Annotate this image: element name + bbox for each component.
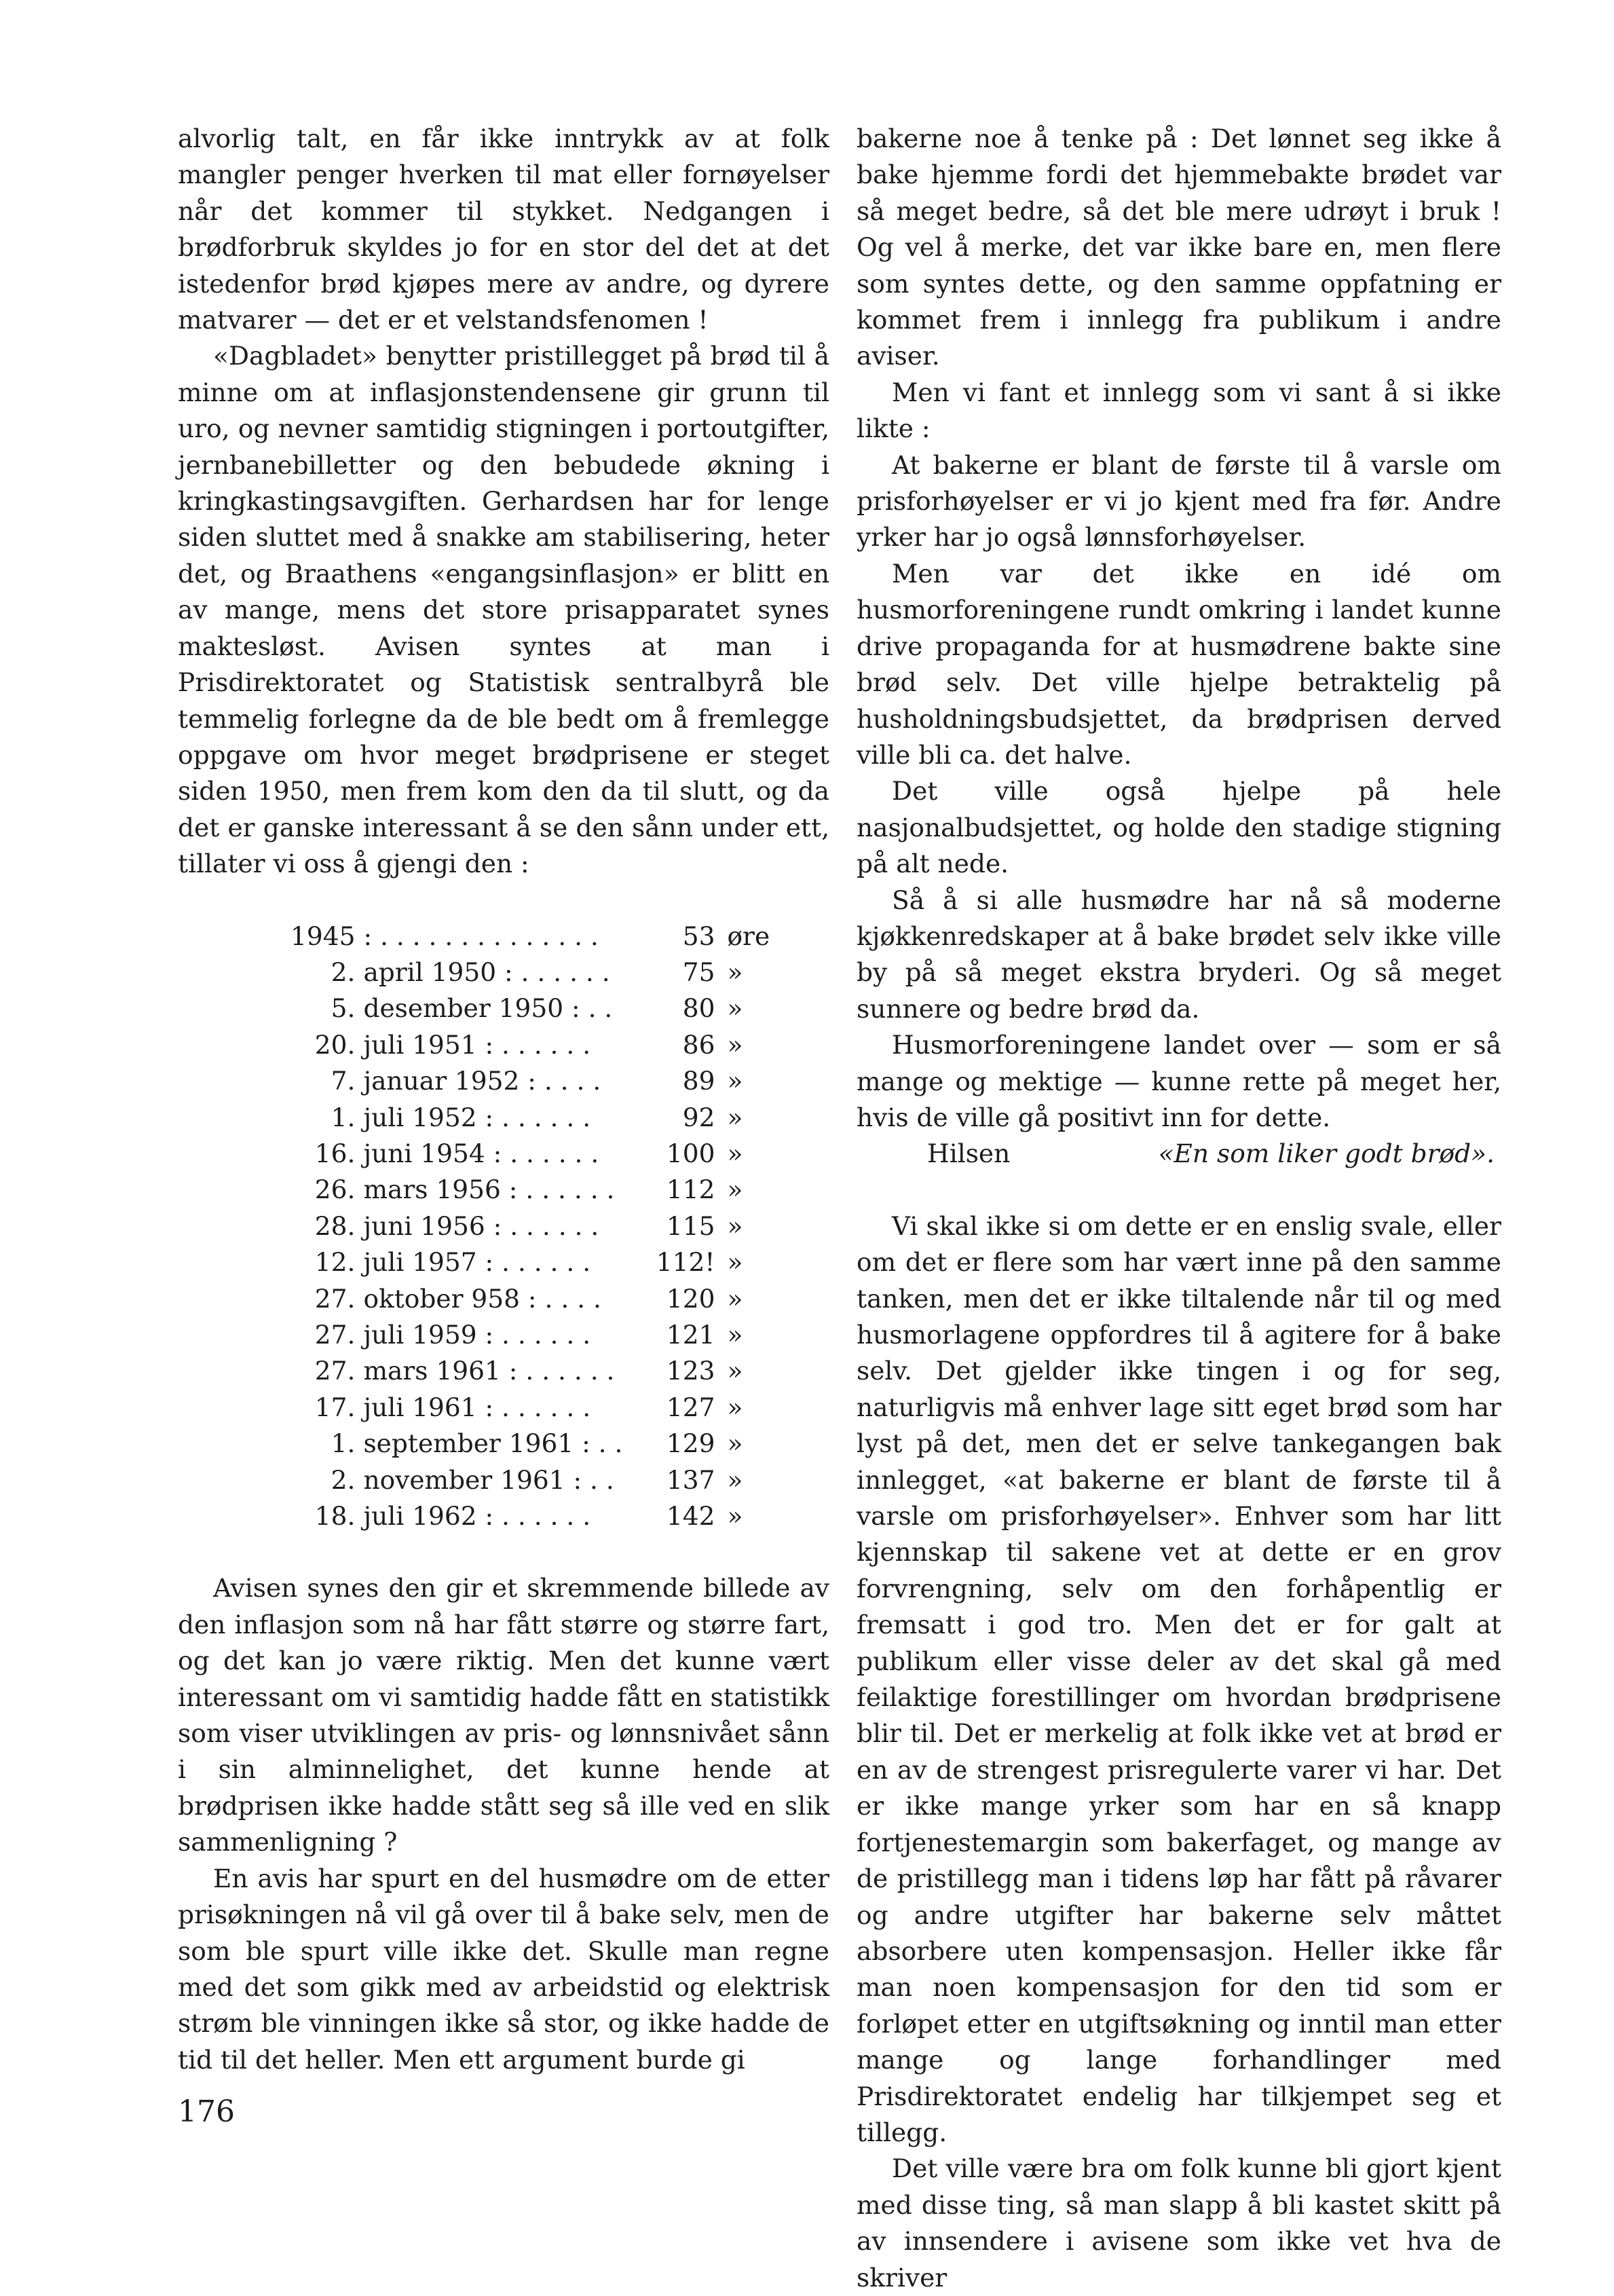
price-table-row	[290, 1353, 770, 1389]
price-table-unit-cell: »	[727, 1138, 743, 1168]
page-number: 176	[178, 2094, 235, 2129]
paragraph: alvorlig talt, en får ikke inntrykk av at folk mangler penger hverken til mat eller fornøyelser når det kommer til stykket. Nedgangen i brødforbruk skyldes jo for en stor del det at det istedenfor brød kjøpes mere av andre, og dyrere matvarer — det er et velstandsfenomen !	[178, 124, 829, 335]
price-table-unit-cell: »	[727, 1102, 743, 1132]
price-table-price-cell: 112	[666, 1174, 715, 1205]
price-table-row	[290, 1244, 770, 1280]
price-table-num-cell: 16.	[314, 1138, 356, 1168]
price-table-price-cell: 86	[682, 1029, 715, 1060]
price-table-row	[290, 1390, 770, 1426]
price-table-date-cell: : . . . . . . . . . . . . . .	[363, 921, 599, 951]
price-table-row	[290, 919, 770, 955]
price-table-num-cell: 20.	[314, 1029, 356, 1060]
price-table-date-cell: april 1950 : . . . . . .	[363, 957, 610, 987]
price-table-num-cell: 1.	[331, 1102, 356, 1132]
price-table-row	[290, 1100, 770, 1136]
price-table-price-cell: 137	[666, 1464, 715, 1495]
price-table-date-cell: juni 1956 : . . . . . .	[363, 1210, 599, 1241]
greeting: Hilsen	[927, 1138, 1011, 1169]
price-table-date-cell: juni 1954 : . . . . . .	[363, 1138, 599, 1168]
price-table-row	[290, 1426, 770, 1462]
price-table-date-cell: desember 1950 : . .	[363, 993, 613, 1024]
price-table-row	[290, 1027, 770, 1063]
right-column	[857, 121, 1501, 2296]
price-table-date-cell: juli 1961 : . . . . . .	[363, 1392, 591, 1422]
quoted-letter-paragraph: Husmorforeningene landet over — som er så mange og mektige — kunne rette på meget her, hvis de ville gå positivt inn for dette.	[857, 1030, 1501, 1132]
price-table-unit-cell: øre	[727, 921, 770, 951]
price-table-unit-cell: »	[727, 1356, 743, 1386]
price-table-unit-cell: »	[727, 1320, 743, 1350]
price-table-unit-cell: »	[727, 1210, 743, 1241]
price-table-row	[290, 1063, 770, 1099]
price-table-price-cell: 89	[682, 1066, 715, 1096]
price-table-num-cell: 17.	[314, 1392, 356, 1422]
price-table-price-cell: 100	[666, 1138, 715, 1168]
paragraph: En avis har spurt en del husmødre om de etter prisøkningen nå vil gå over til å bake selv, men de som ble spurt ville ikke det. Skulle man regne med det som gikk med av arbeidstid og elektrisk strøm ble vinningen ikke så stor, og ikke hadde de tid til det heller. Men ett argument burde gi	[178, 1863, 829, 2075]
price-table-price-cell: 92	[682, 1102, 715, 1132]
price-table-num-cell: 27.	[314, 1283, 356, 1314]
price-table-num-cell: 27.	[314, 1356, 356, 1386]
quoted-letter-paragraph: Men var det ikke en idé om husmorforeningene rundt omkring i landet kunne drive propaganda for at husmødrene bakte sine brød selv. Det ville hjelpe betraktelig på husholdningsbudsjettet, da brødprisen derved ville bli ca. det halve.	[857, 558, 1501, 770]
price-table-date-cell: juli 1962 : . . . . . .	[363, 1501, 591, 1532]
signature: «En som liker godt brød».	[1158, 1138, 1495, 1169]
price-table-num-cell: 12.	[314, 1247, 356, 1278]
price-table-date-cell: juli 1951 : . . . . . .	[363, 1029, 591, 1060]
price-table-row	[290, 1498, 770, 1534]
bread-price-table	[290, 919, 770, 1535]
price-table-price-cell: 121	[666, 1320, 715, 1350]
price-table-price-cell: 127	[666, 1392, 715, 1422]
price-table-unit-cell: »	[727, 1428, 743, 1459]
price-table-date-cell: juli 1952 : . . . . . .	[363, 1102, 591, 1132]
price-table-row	[290, 1281, 770, 1317]
price-table-price-cell: 142	[666, 1501, 715, 1532]
price-table-price-cell: 112!	[656, 1247, 715, 1278]
price-table-num-cell: 5.	[331, 993, 356, 1024]
price-table-num-cell: 2.	[331, 957, 356, 987]
quoted-letter-paragraph: Så å si alle husmødre har nå så moderne kjøkkenredskaper at å bake brødet selv ikke ville by på så meget ekstra bryderi. Og så meget sunnere og bedre brød da.	[857, 885, 1501, 1024]
price-table-date-cell: november 1961 : . .	[363, 1464, 614, 1495]
price-table-date-cell: juli 1959 : . . . . . .	[363, 1320, 591, 1350]
price-table-unit-cell: »	[727, 1464, 743, 1495]
price-table-num-cell: 7.	[331, 1066, 356, 1096]
price-table-price-cell: 75	[682, 957, 715, 987]
price-table-date-cell: mars 1956 : . . . . . .	[363, 1174, 615, 1205]
price-table-num-cell: 1.	[331, 1428, 356, 1459]
price-table-unit-cell: »	[727, 1283, 743, 1314]
price-table-unit-cell: »	[727, 1392, 743, 1422]
price-table-row	[290, 1317, 770, 1353]
price-table-unit-cell: »	[727, 1501, 743, 1532]
price-table-unit-cell: »	[727, 1174, 743, 1205]
paragraph: bakerne noe å tenke på : Det lønnet seg ikke å bake hjemme fordi det hjemmebakte brødet var så meget bedre, så det ble mere udrøyt i bruk ! Og vel å merke, det var ikke bare en, men flere som syntes dette, og den samme oppfatning er kommet frem i innlegg fra publikum i andre aviser.	[857, 124, 1501, 371]
price-table-row	[290, 1462, 770, 1498]
paragraph: Vi skal ikke si om dette er en enslig svale, eller om det er flere som har vært inne på den samme tanken, men det er ikke tiltalende når til og med husmorlagene oppfordres til å agitere for å bake selv. Det gjelder ikke tingen i og for seg, naturligvis må enhver lage sitt eget brød som har lyst på det, men det er selve tankegangen bak innlegget, «at bakerne er blant de første til å varsle om prisforhøyelser». Enhver som har litt kjennskap til sakene vet at dette er en grov forvrengning, selv om den forhåpentlig er fremsatt i god tro. Men det er for galt at publikum eller visse deler av det skal gå med feilaktige forestillinger om hvordan brødprisene blir til. Det er merkelig at folk ikke vet at brød er en av de strengest prisregulerte varer vi har. Det er ikke mange yrker som har en så knapp fortjenestemargin som bakerfaget, og mange av de pristillegg man i tidens løp har fått på råvarer og andre utgifter har bakerne selv måttet absorbere uten kompensasjon. Heller ikke får man noen kompensasjon for den tid som er forløpet etter en utgiftsøkning og inntil man etter mange og lange forhandlinger med Prisdirektoratet endelig har tilkjempet seg et tillegg.	[857, 1210, 1501, 2147]
quoted-letter-paragraph: At bakerne er blant de første til å varsle om prisforhøyelser er vi jo kjent med fra før. Andre yrker har jo også lønnsforhøyelser.	[857, 449, 1501, 553]
price-table-price-cell: 115	[666, 1210, 715, 1241]
price-table-price-cell: 129	[666, 1428, 715, 1459]
price-table-row	[290, 1172, 770, 1208]
price-table-num-cell: 27.	[314, 1320, 356, 1350]
price-table-row	[290, 955, 770, 990]
price-table-num-cell: 18.	[314, 1501, 356, 1532]
price-table-num-cell: 1945	[290, 921, 356, 951]
price-table-price-cell: 53	[682, 921, 715, 951]
paragraph: «Dagbladet» benytter pristillegget på brød til å minne om at inflasjonstendensene gir grunn til uro, og nevner samtidig stigningen i portoutgifter, jernbanebilletter og den bebudede økning i kringkastingsavgiften. Gerhardsen har for lenge siden sluttet med å snakke am stabilisering, heter det, og Braathens «engangsinflasjon» er blitt en av mange, mens det store prisapparatet synes maktesløst. Avisen syntes at man i Prisdirektoratet og Statistisk sentralbyrå ble temmelig forlegne da de ble bedt om å fremlegge oppgave om hvor meget brødprisene er steget siden 1950, men frem kom den da til slutt, og da det er ganske interessant å se den sånn under ett, tillater vi oss å gjengi den :	[178, 341, 829, 879]
price-table-num-cell: 26.	[314, 1174, 356, 1205]
price-table-unit-cell: »	[727, 957, 743, 987]
price-table-price-cell: 120	[666, 1283, 715, 1314]
paragraph: Men vi fant et innlegg som vi sant å si ikke likte :	[857, 377, 1501, 444]
price-table-unit-cell: »	[727, 1066, 743, 1096]
quoted-letter-paragraph: Det ville også hjelpe på hele nasjonalbudsjettet, og holde den stadige stigning på alt nede.	[857, 776, 1501, 879]
paragraph: Avisen synes den gir et skremmende billede av den inflasjon som nå har fått større og større fart, og det kan jo være riktig. Men det kunne vært interessant om vi samtidig hadde fått en statistikk som viser utviklingen av pris- og lønnsnivået sånn i sin alminnelighet, det kunne hende at brødprisen ikke hadde stått seg så ille ved en slik sammenligning ?	[178, 1573, 829, 1857]
paragraph: Det ville være bra om folk kunne bli gjort kjent med disse ting, så man slapp å bli kastet skitt på av innsendere i avisene som ikke vet hva de skriver	[857, 2153, 1501, 2293]
price-table-num-cell: 2.	[331, 1464, 356, 1495]
left-column	[178, 121, 829, 2078]
price-table-num-cell: 28.	[314, 1210, 356, 1241]
price-table-date-cell: juli 1957 : . . . . . .	[363, 1247, 591, 1278]
price-table-row	[290, 990, 770, 1026]
price-table-date-cell: januar 1952 : . . . .	[363, 1066, 601, 1096]
price-table-unit-cell: »	[727, 993, 743, 1024]
price-table-row	[290, 1208, 770, 1244]
price-table-date-cell: september 1961 : . .	[363, 1428, 623, 1459]
price-table-date-cell: mars 1961 : . . . . . .	[363, 1356, 615, 1386]
price-table-price-cell: 80	[682, 993, 715, 1024]
price-table-price-cell: 123	[666, 1356, 715, 1386]
price-table-date-cell: oktober 958 : . . . .	[363, 1283, 601, 1314]
price-table-row	[290, 1136, 770, 1172]
price-table-unit-cell: »	[727, 1247, 743, 1278]
price-table-unit-cell: »	[727, 1029, 743, 1060]
letter-signature-line	[857, 1136, 1501, 1172]
